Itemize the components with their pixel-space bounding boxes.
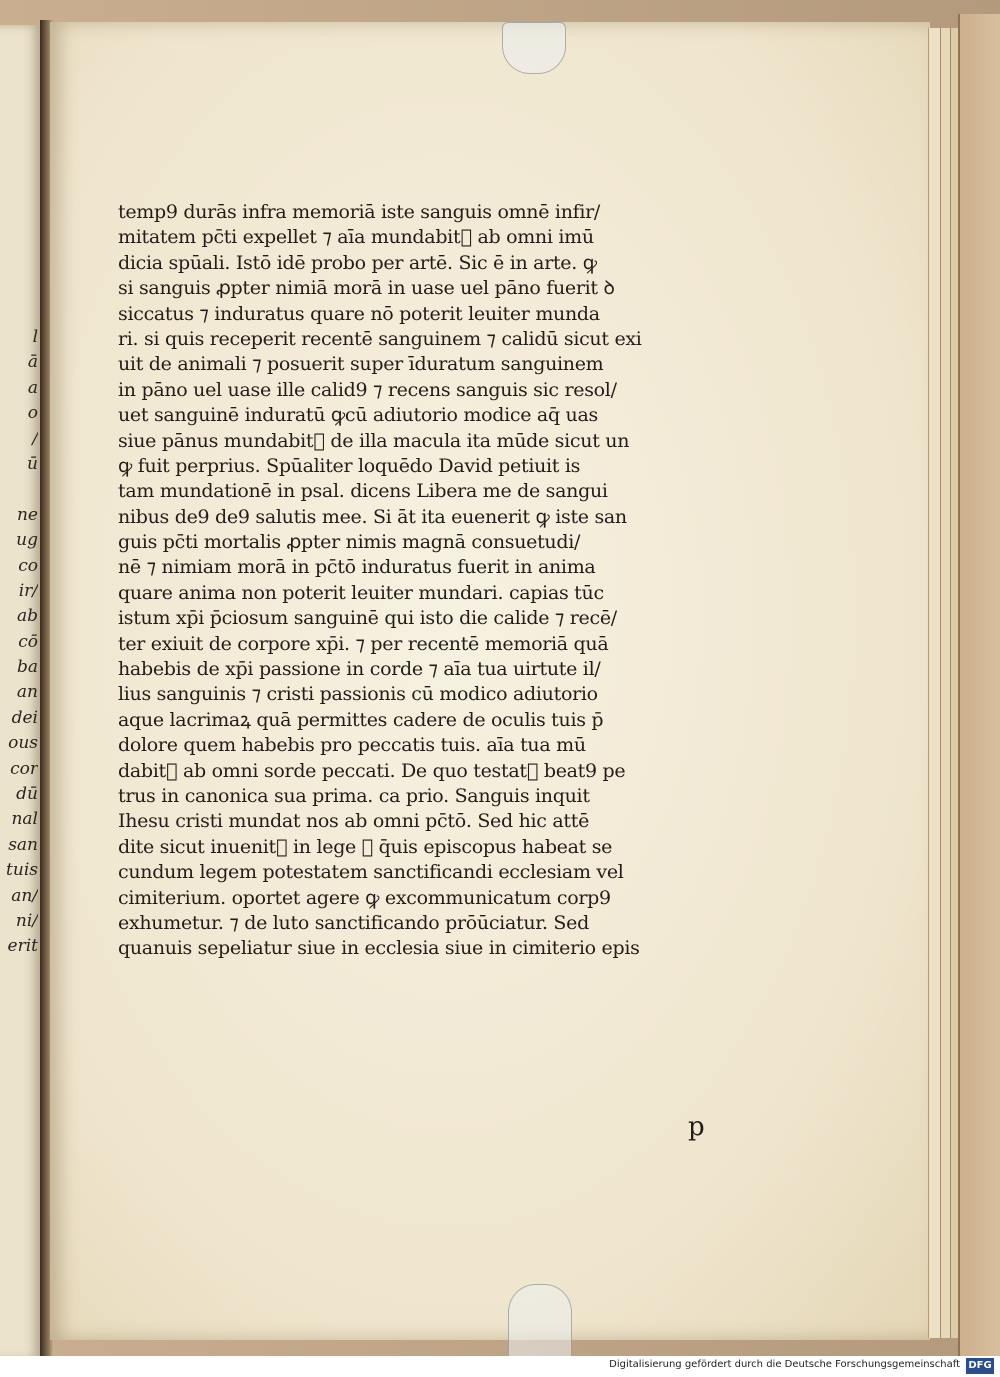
text-line: ter exiuit de corpore xp̄i. ⁊ per recentē memoriā quā	[118, 632, 609, 655]
left-page-fragment: a	[27, 377, 38, 398]
text-line: ꝙ fuit perprius. Spūaliter loquēdo David petiuit is	[118, 454, 581, 477]
left-page-fragment: erit	[7, 936, 38, 957]
text-line: temp9 durās infra memoriā iste sanguis omnē infir/	[118, 201, 601, 223]
left-page-fragment: ni/	[15, 910, 38, 931]
left-page-fragment: an/	[11, 885, 38, 906]
text-line: in pāno uel uase ille calid9 ⁊ recens sanguis sic resol/	[118, 378, 617, 401]
page-clip-top	[502, 22, 566, 74]
text-line: tam mundationē in psal. dicens Libera me de sangui	[118, 480, 608, 503]
footer-bar	[0, 1356, 1000, 1377]
text-line: nibus de9 de9 salutis mee. Si āt ita euenerit ꝙ iste san	[118, 505, 627, 528]
incunabula-text-block	[118, 200, 718, 962]
left-page-fragment: ā	[27, 352, 38, 373]
left-page-fragment: ous	[8, 733, 38, 754]
text-line: dite sicut inuenit᷑ in lege ꝙ q̄uis episcopus habeat se	[118, 835, 613, 858]
text-line: uit de animali ⁊ posuerit super īduratum sanguinem	[118, 353, 604, 376]
left-page-fragment	[0, 477, 38, 502]
text-line: cundum legem potestatem sanctificandi ecclesiam vel	[118, 861, 624, 884]
left-page-fragment: ne	[16, 504, 38, 525]
signature-mark: p	[688, 1112, 705, 1142]
text-line: cimiterium. oportet agere ꝙ excommunicatum corp9	[118, 886, 611, 909]
text-line: exhumetur. ⁊ de luto sanctificando prōūciatur. Sed	[118, 911, 589, 934]
left-page-fragment: co	[18, 555, 38, 576]
book-board	[958, 14, 1000, 1356]
left-page-fragment: nal	[11, 809, 38, 830]
text-line: uet sanguinē induratū ꝙcū adiutorio modice aq̄ uas	[118, 404, 598, 427]
page-clip-bottom	[508, 1284, 572, 1356]
left-page-fragment: ir/	[18, 580, 38, 601]
left-page-fragment: san	[8, 834, 38, 855]
left-page-fragment: cor	[10, 758, 38, 779]
dfg-logo: DFG	[966, 1358, 994, 1374]
text-line: quanuis sepeliatur siue in ecclesia siue in cimiterio epis	[118, 937, 640, 960]
left-page-fragment: cō	[18, 631, 38, 652]
left-page-fragment: dū	[16, 784, 38, 805]
text-line: trus in canonica sua prima. ca prio. Sanguis inquit	[118, 784, 590, 807]
text-line: lius sanguinis ⁊ cristi passionis cū modico adiutorio	[118, 683, 598, 706]
text-line: istum xp̄i p̄ciosum sanguinē qui isto die calide ⁊ recē/	[118, 607, 617, 630]
text-line: dabit᷑ ab omni sorde peccati. De quo testat᷑ beat9 pe	[118, 759, 626, 782]
text-line: aque lacrimaꝝ quā permittes cadere de oculis tuis p̄	[118, 708, 604, 731]
left-page-fragment: an	[16, 682, 38, 703]
left-page-text-fragments	[0, 325, 38, 960]
funding-credit: Digitalisierung gefördert durch die Deutsche Forschungsgemeinschaft	[609, 1359, 960, 1370]
text-line: dicia spūali. Istō idē probo per artē. Sic ē in arte. ꝙ	[118, 251, 597, 274]
text-line: siue pānus mundabit᷑ de illa macula ita mūde sicut un	[118, 429, 630, 452]
text-line: dolore quem habebis pro peccatis tuis. aīa tua mū	[118, 734, 586, 757]
left-page-fragment: ba	[16, 657, 38, 678]
text-line: nē ⁊ nimiam morā in pc̄tō induratus fuerit in anima	[118, 556, 596, 579]
text-line: si sanguis ꝓpter nimiā morā in uase uel pāno fuerit ꝺ	[118, 277, 615, 300]
text-line: guis pc̄ti mortalis ꝓpter nimis magnā consuetudi/	[118, 531, 581, 554]
left-page-fragment: /	[32, 428, 38, 449]
left-page-fragment: ū	[27, 453, 38, 474]
left-page-fragment: l	[32, 327, 38, 347]
left-page-fragment: o	[27, 403, 38, 424]
text-line: mitatem pc̄ti expellet ⁊ aīa mundabit᷑ ab omni imū	[118, 226, 594, 249]
left-page-fragment: ab	[16, 606, 38, 627]
text-line: siccatus ⁊ induratus quare nō poterit leuiter munda	[118, 302, 600, 325]
left-page-edge	[0, 25, 44, 1356]
left-page-fragment: dei	[11, 707, 38, 728]
left-page-fragment: ug	[16, 530, 38, 551]
left-page-fragment: tuis	[6, 860, 38, 881]
text-line: habebis de xp̄i passione in corde ⁊ aīa tua uirtute il/	[118, 658, 601, 681]
text-line: Ihesu cristi mundat nos ab omni pc̄tō. Sed hic attē	[118, 810, 590, 833]
text-line: ri. si quis receperit recentē sanguinem ⁊ calidū sicut exi	[118, 327, 642, 350]
text-line: quare anima non poterit leuiter mundari. capias tūc	[118, 581, 604, 604]
